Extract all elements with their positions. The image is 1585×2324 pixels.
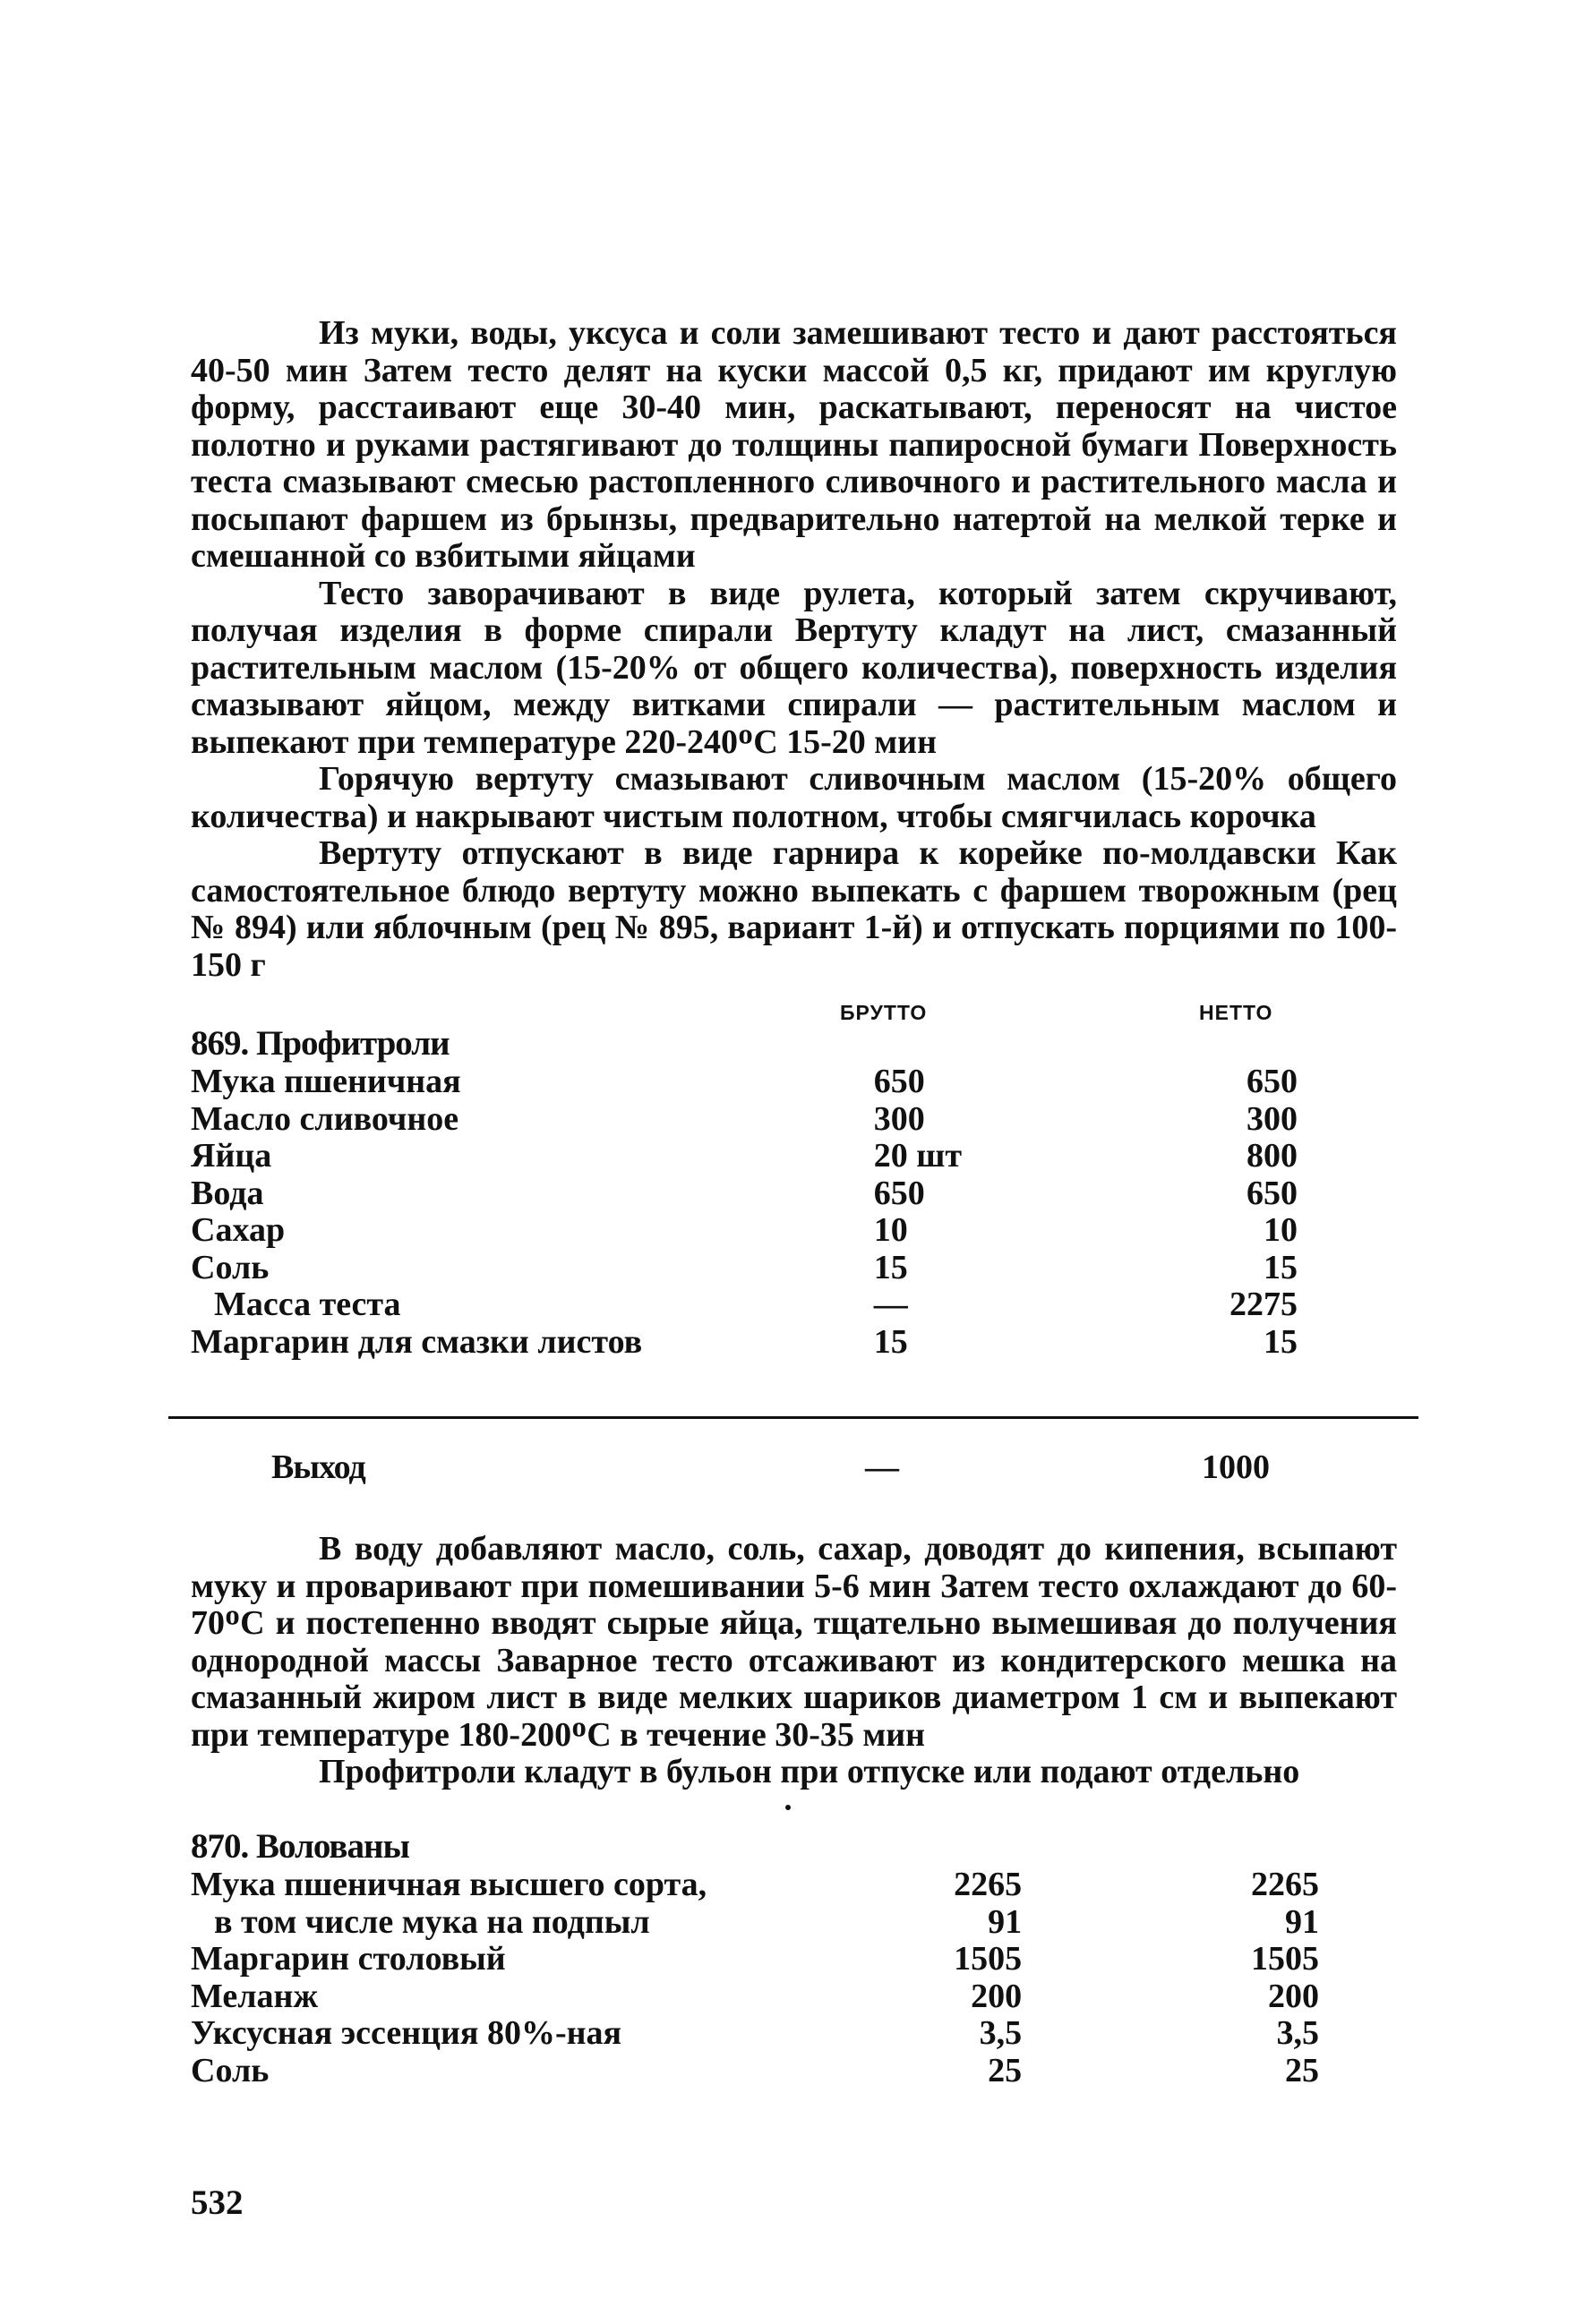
ingredient-name: Масло сливочное (191, 1099, 459, 1138)
table-row (191, 1212, 1319, 1250)
yield-label: Выход (271, 1448, 365, 1486)
ingredient-name: Маргарин для смазки листов (191, 1322, 643, 1361)
table-row (191, 1904, 1319, 1942)
table-row (191, 1286, 1319, 1324)
intro-paragraph: Горячую вертуту смазывают сливочным маслом (15-20% общего количества) и накрывают чистым полотном, чтобы смягчилась корочка (191, 760, 1397, 835)
ingredient-brutto: 300 (873, 1099, 925, 1138)
method-paragraph: Профитроли кладут в бульон при отпуске или подают отдельно (319, 1753, 1300, 1790)
ingredients-table-869 (191, 1064, 1319, 1361)
ingredient-name: Меланж (191, 1977, 318, 2015)
ingredient-netto: 650 (1247, 1063, 1298, 1100)
ingredient-brutto: 15 (873, 1248, 908, 1286)
table-row (191, 1101, 1319, 1139)
ingredient-name: Яйца (191, 1137, 272, 1175)
dough-mass-label: Масса теста (214, 1286, 401, 1323)
ingredient-netto: 2275 (1229, 1286, 1298, 1323)
table-row (191, 1941, 1319, 1978)
recipe-title-869: 869. Профитроли (191, 1024, 450, 1063)
table-row (191, 1978, 1319, 2016)
horizontal-rule (168, 1416, 1418, 1419)
intro-paragraph: Вертуту отпускают в виде гарнира к корейке по-молдавски Как самостоятельное блюдо вертуту можно выпекать с фаршем творожным (рец № 894) или яблочным (рец № 895, вариант 1-й) и отпускать порциями по 100-150 г (191, 834, 1397, 984)
table-row (191, 1867, 1319, 1904)
ingredient-brutto: 2265 (954, 1866, 1023, 1903)
ingredient-brutto: 10 (873, 1211, 908, 1249)
ingredient-name: Мука пшеничная (191, 1063, 461, 1100)
ingredient-name: Уксусная эссенция 80%-ная (191, 2014, 622, 2052)
ingredient-netto: 15 (1264, 1248, 1298, 1286)
intro-text (191, 315, 1397, 984)
intro-paragraph: Из муки, воды, уксуса и соли замешивают тесто и дают расстояться 40-50 мин Затем тесто делят на куски массой 0,5 кг, придают им круглую форму, расстаивают еще 30-40 мин, раскатывают, переносят на чистое полотно и руками растягивают до толщины папиросной бумаги Поверхность теста смазывают смесью растопленного сливочного и растительного масла и посыпают фаршем из брынзы, предварительно натертой на мелкой терке и смешанной со взбитыми яйцами (191, 314, 1397, 575)
page-number: 532 (191, 2183, 244, 2222)
table-row (191, 2015, 1319, 2053)
ingredient-netto: 2265 (1251, 1866, 1319, 1903)
ingredient-netto: 25 (1285, 2051, 1319, 2089)
ingredient-name: Мука пшеничная высшего сорта, (191, 1866, 707, 1903)
ingredients-table-870 (191, 1867, 1319, 2089)
ingredient-netto: 1505 (1251, 1940, 1319, 1978)
method-paragraph: В воду добавляют масло, соль, сахар, доводят до кипения, всыпают муку и проваривают при помешивании 5-6 мин Затем тесто охлаждают до 60-70ᴼС и постепенно вводят сырые яйца, тщательно вымешивая до получения однородной массы Заварное тесто отсаживают из кондитерского мешка на смазанный жиром лист в виде мелких шариков диаметром 1 см и выпекают при температуре 180-200ᴼС в течение 30-35 мин (191, 1530, 1397, 1754)
ingredient-brutto: 91 (988, 1902, 1023, 1941)
ingredient-brutto: 200 (971, 1977, 1023, 2015)
table-row (191, 1175, 1319, 1213)
ingredient-netto: 3,5 (1276, 2014, 1319, 2052)
column-header-brutto: БРУТТО (840, 1001, 928, 1024)
ingredient-name: Соль (191, 2051, 270, 2089)
ingredient-name: Маргарин столовый (191, 1940, 506, 1978)
table-row (191, 1064, 1319, 1101)
ingredient-netto: 10 (1264, 1211, 1298, 1249)
ingredient-brutto: 25 (988, 2051, 1023, 2089)
column-header-netto: НЕТТО (1199, 1001, 1273, 1024)
print-dot (785, 1805, 791, 1810)
ingredient-brutto: 20 шт (873, 1137, 963, 1175)
ingredient-name: Вода (191, 1174, 264, 1212)
recipe-title-870: 870. Волованы (191, 1827, 409, 1866)
intro-paragraph: Тесто заворачивают в виде рулета, который затем скручивают, получая изделия в форме спирали Вертуту кладут на лист, смазанный растительным маслом (15-20% от общего количества), поверхность изделия смазывают яйцом, между витками спирали — растительным маслом и выпекают при температуре 220-240ᴼС 15-20 мин (191, 574, 1397, 761)
ingredient-name: Соль (191, 1248, 270, 1286)
ingredient-brutto: 1505 (954, 1940, 1023, 1978)
ingredient-brutto: 3,5 (979, 2014, 1023, 2052)
ingredient-netto: 200 (1268, 1977, 1319, 2015)
ingredient-netto: 800 (1247, 1137, 1298, 1175)
ingredient-netto: 650 (1247, 1174, 1298, 1212)
yield-row (0, 1448, 1585, 1485)
ingredient-brutto: — (873, 1286, 908, 1323)
ingredient-netto: 300 (1247, 1099, 1298, 1138)
yield-netto: 1000 (1202, 1448, 1270, 1486)
yield-brutto: — (865, 1448, 899, 1486)
method-text-869 (191, 1531, 1397, 1791)
table-row (191, 1138, 1319, 1175)
ingredient-brutto: 650 (873, 1063, 925, 1100)
ingredient-brutto: 15 (873, 1322, 908, 1361)
ingredient-netto: 91 (1285, 1902, 1319, 1941)
ingredient-brutto: 650 (873, 1174, 925, 1212)
table-row (191, 1324, 1319, 1362)
table-row (191, 1250, 1319, 1287)
ingredient-netto: 15 (1264, 1322, 1298, 1361)
table-row (191, 2053, 1319, 2090)
ingredient-name: Сахар (191, 1211, 286, 1249)
ingredient-name: в том числе мука на подпыл (214, 1902, 650, 1941)
